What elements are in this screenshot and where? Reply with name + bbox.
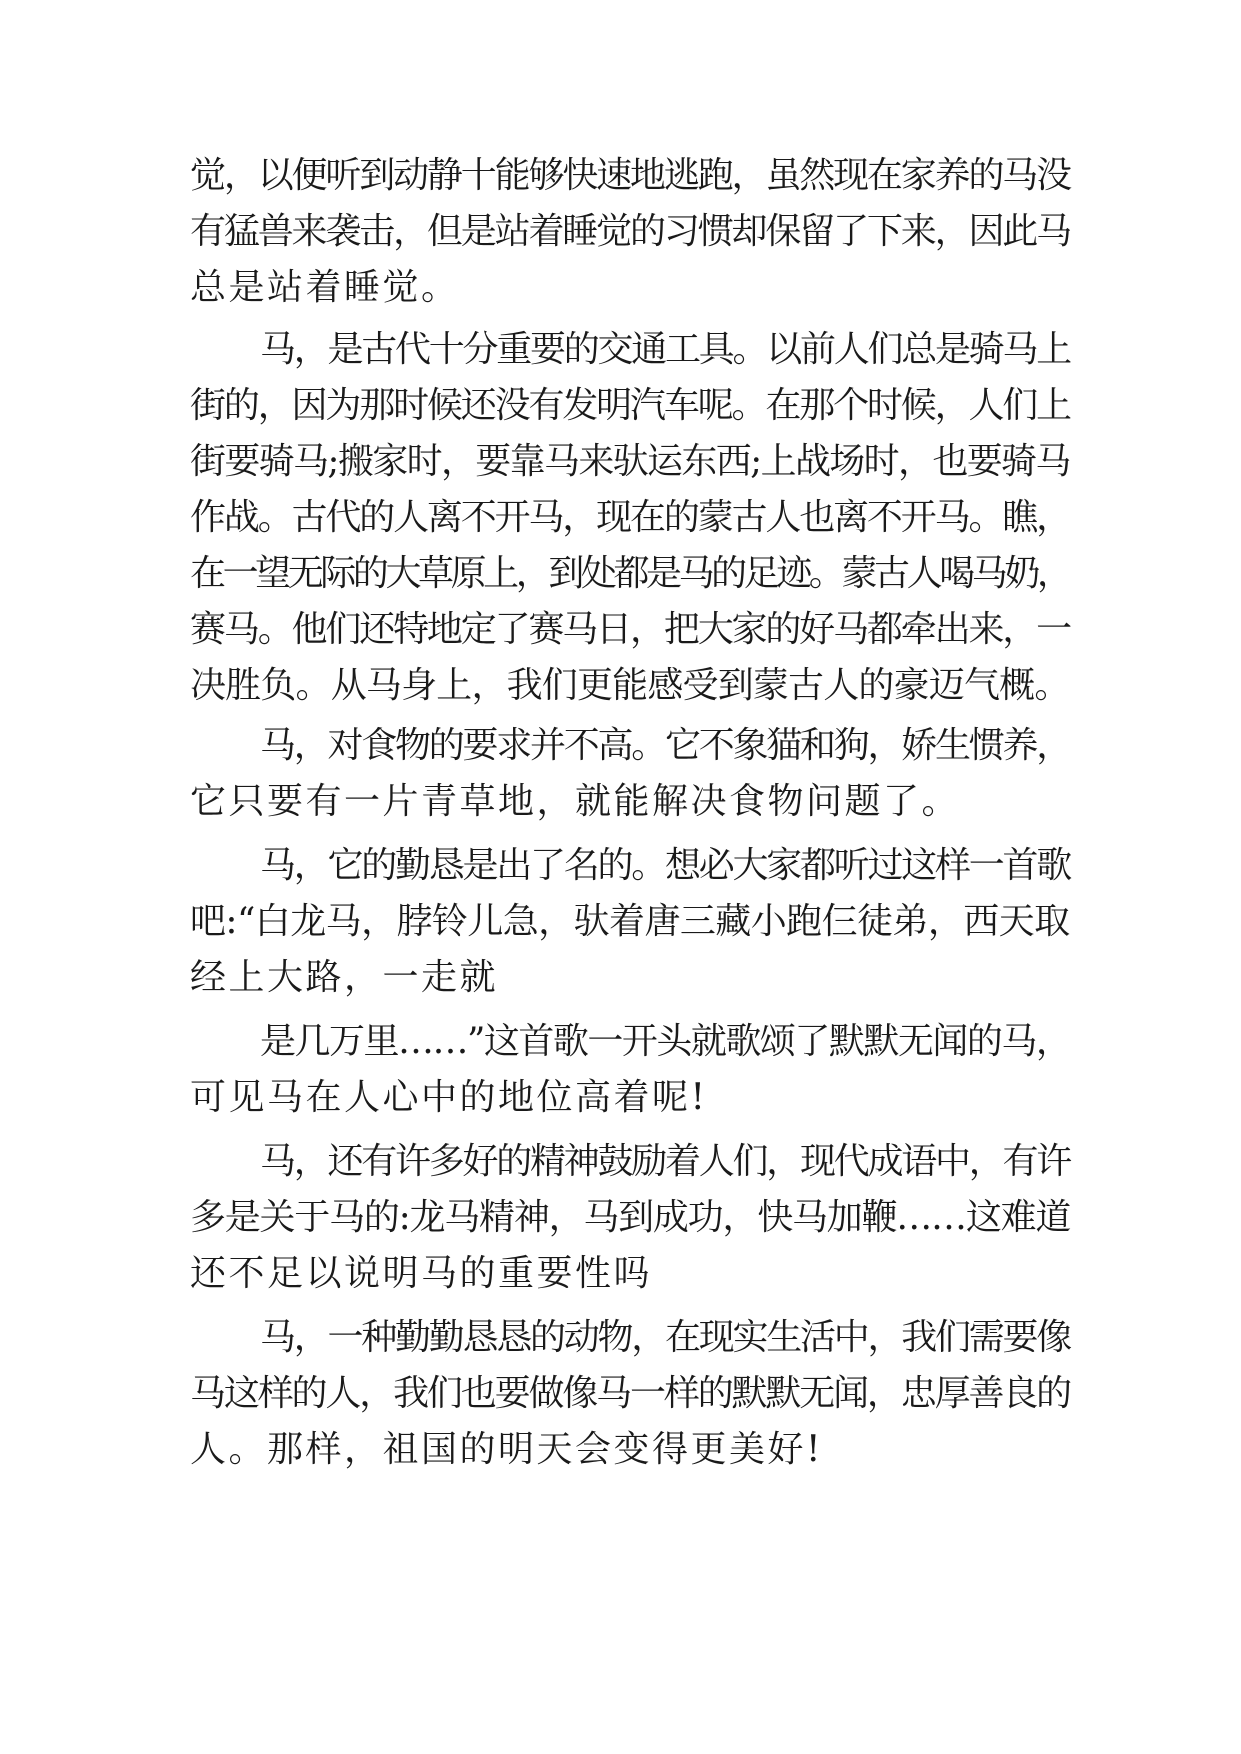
text-line: 在一望无际的大草原上，到处都是马的足迹。蒙古人喝马奶， <box>190 553 1070 594</box>
text-line: 决胜负。从马身上，我们更能感受到蒙古人的豪迈气概。 <box>190 665 1070 706</box>
text-line: 赛马。他们还特地定了赛马日，把大家的好马都牵出来，一 <box>190 609 1071 650</box>
text-line: 多是关于马的:龙马精神，马到成功，快马加鞭……这难道 <box>190 1197 1071 1238</box>
text-line: 马，它的勤恳是出了名的。想必大家都听过这样一首歌 <box>260 845 1071 886</box>
text-line: 马，还有许多好的精神鼓励着人们，现代成语中，有许 <box>260 1141 1071 1182</box>
text-line: 总是站着睡觉。 <box>190 267 460 308</box>
text-line: 还不足以说明马的重要性吗 <box>190 1253 653 1294</box>
text-line: 马，一种勤勤恳恳的动物，在现实生活中，我们需要像 <box>260 1317 1071 1358</box>
text-line: 经上大路，一走就 <box>190 957 499 998</box>
text-line: 觉，以便听到动静十能够快速地逃跑，虽然现在家养的马没 <box>190 155 1071 196</box>
text-line: 是几万里……”这首歌一开头就歌颂了默默无闻的马， <box>260 1021 1071 1062</box>
text-line: 作战。古代的人离不开马，现在的蒙古人也离不开马。瞧， <box>190 497 1071 538</box>
text-line: 马，对食物的要求并不高。它不象猫和狗，娇生惯养， <box>260 725 1071 766</box>
text-line: 可见马在人心中的地位高着呢! <box>190 1077 708 1118</box>
text-line: 街的，因为那时候还没有发明汽车呢。在那个时候，人们上 <box>190 385 1071 426</box>
text-line: 它只要有一片青草地，就能解决食物问题了。 <box>190 781 961 822</box>
text-line: 人。那样，祖国的明天会变得更美好! <box>190 1429 823 1470</box>
text-line: 马这样的人，我们也要做像马一样的默默无闻，忠厚善良的 <box>190 1373 1071 1414</box>
text-line: 街要骑马;搬家时，要靠马来驮运东西;上战场时，也要骑马 <box>190 441 1070 482</box>
text-line: 吧:“白龙马，脖铃儿急，驮着唐三藏小跑仨徒弟，西天取 <box>190 901 1070 942</box>
text-line: 有猛兽来袭击，但是站着睡觉的习惯却保留了下来，因此马 <box>190 211 1071 252</box>
text-line: 马，是古代十分重要的交通工具。以前人们总是骑马上 <box>260 329 1071 370</box>
